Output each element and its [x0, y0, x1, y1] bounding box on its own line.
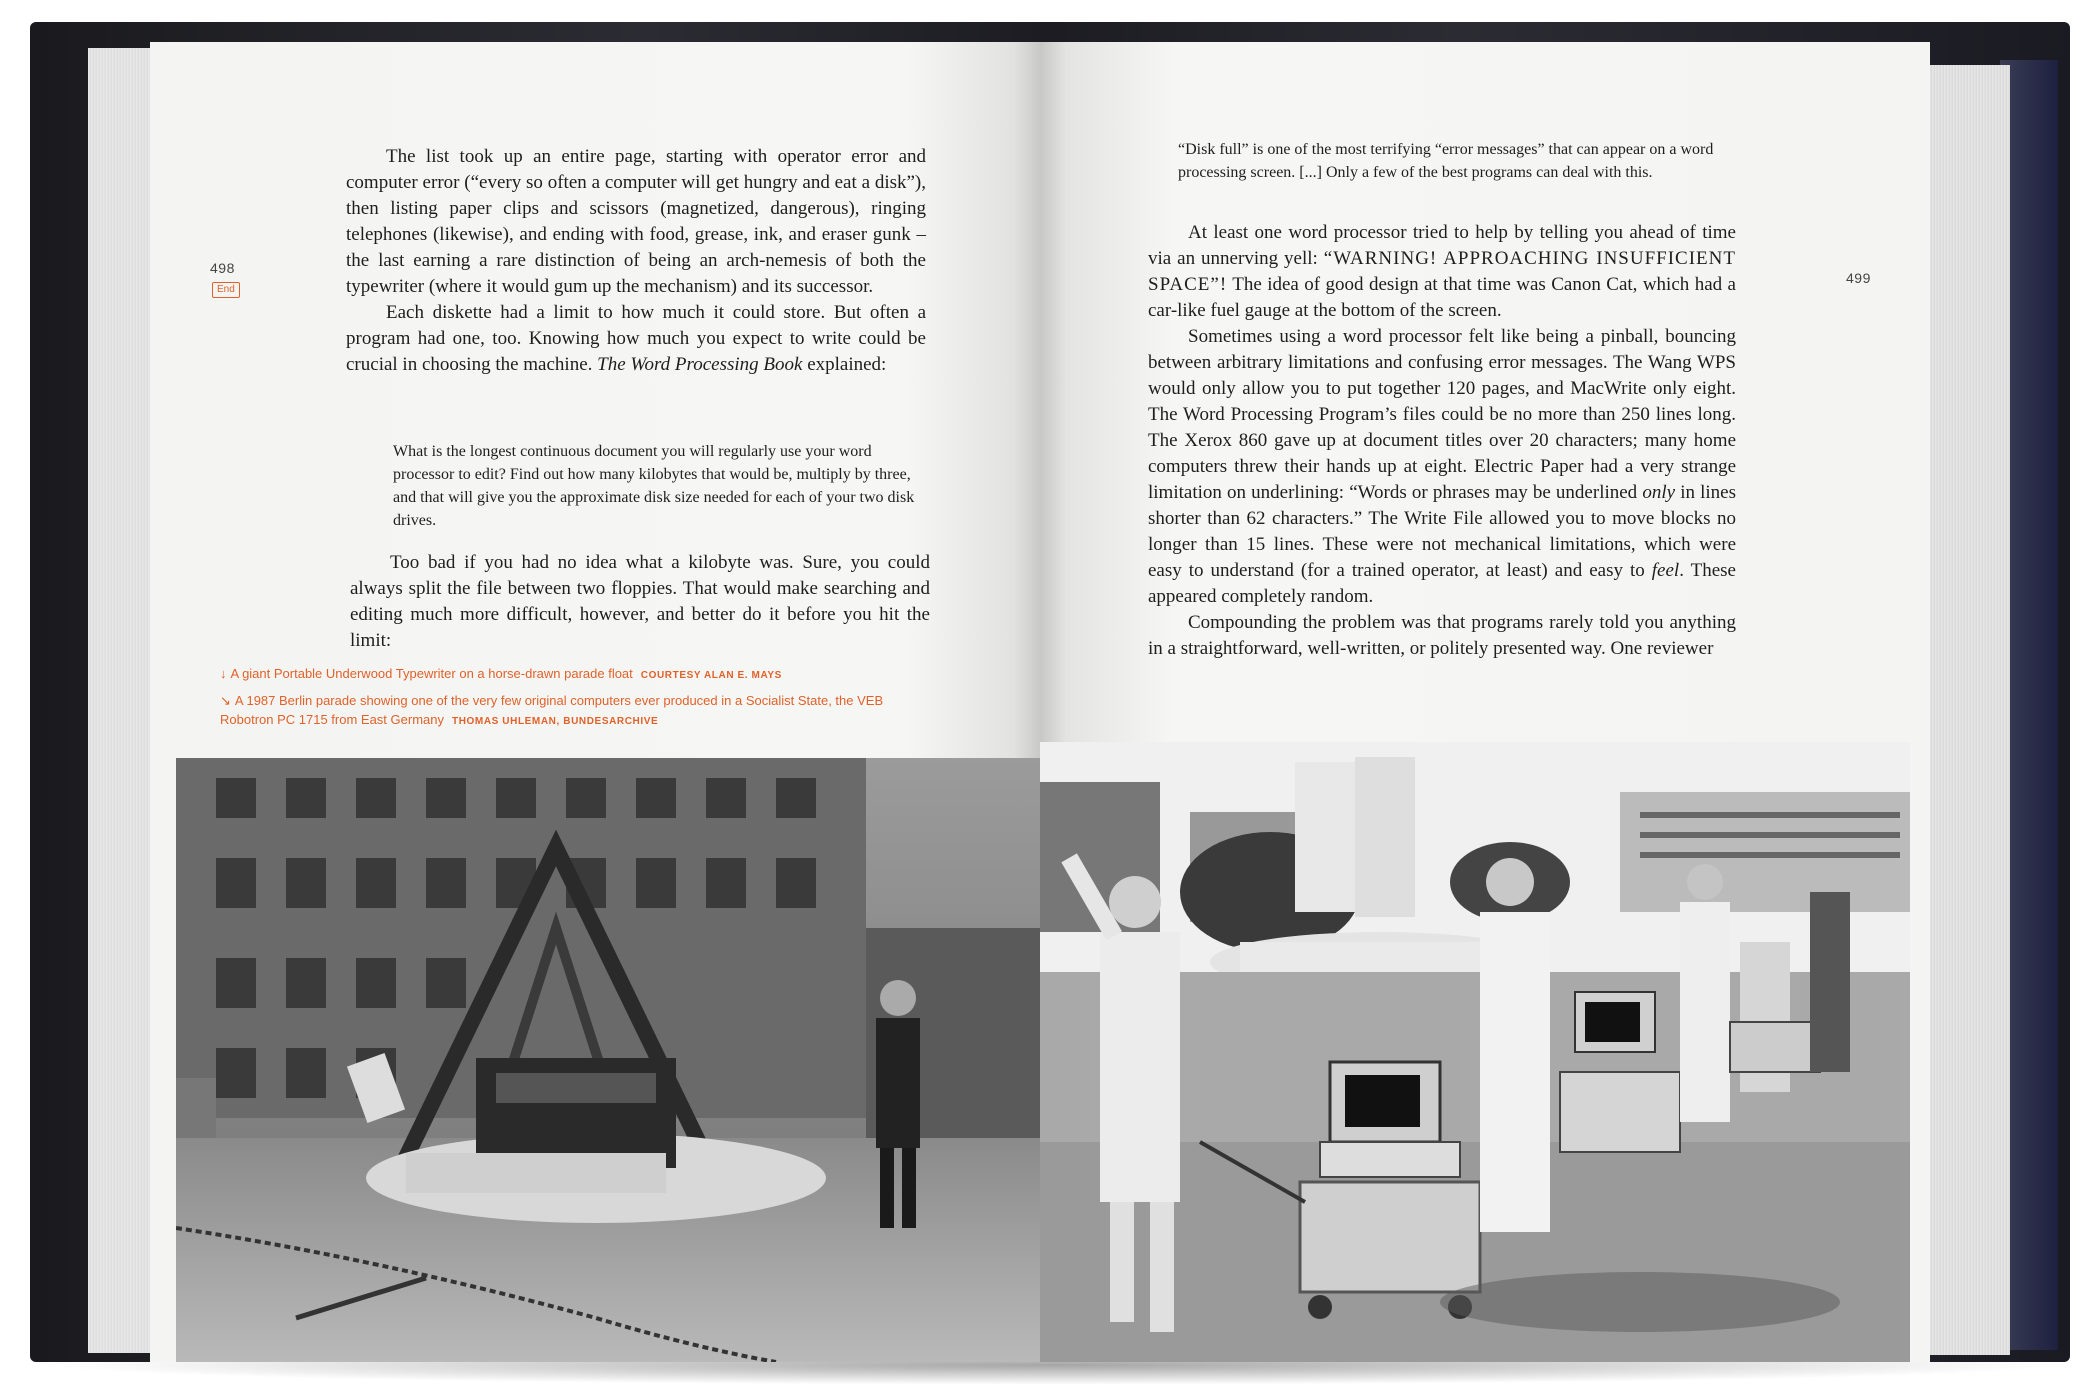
arrow-down-icon: ↓ [220, 666, 227, 681]
right-paragraph-1: At least one word processor tried to help by telling you ahead of time via an unnerving yell: “WARNING! APPROACHING INSUFFICIENT SPACE”! The idea of good design at that time was Canon Cat, which had a car-like fuel gauge at the bottom of the screen. [1148, 222, 1736, 321]
right-page-block-edge [1920, 65, 2010, 1355]
right-body-text [1148, 220, 1736, 662]
left-page-block-edge [88, 48, 158, 1353]
left-body-text [346, 144, 926, 378]
left-page [150, 42, 1040, 1362]
caption-2-credit: THOMAS UHLEMAN, BUNDESARCHIVE [452, 716, 659, 727]
arrow-down-right-icon: ↘ [220, 693, 231, 708]
left-paragraph-1: The list took up an entire page, starting with operator error and computer error (“every so often a computer will get hungry and eat a disk”), then listing paper clips and scissors (magnetized, dangerous), ringing telephones (likewise), and ending with food, grease, ink, and eraser gunk – the last earning a rare distinction of being an arch-nemesis of both the typewriter (where it would gum up the mechanism) and its successor. [346, 146, 926, 297]
left-paragraph-2: Each diskette had a limit to how much it could store. But often a program had one, too. Knowing how much you expect to write could be crucial in choosing the machine. The Word Processing Book explained: [346, 302, 926, 375]
caption-1-credit: COURTESY ALAN E. MAYS [640, 670, 782, 681]
end-tag[interactable]: End [212, 282, 240, 298]
left-block-quote: What is the longest continuous document you will regularly use your word processor to edit? Find out how many kilobytes that would be, multiply by three, and that will give you the approximate disk size needed for each of your two disk drives. [393, 443, 915, 529]
right-page [1040, 42, 1930, 1362]
caption-2: ↘ A 1987 Berlin parade showing one of the very few original computers ever produced in a Socialist State, the VEB Robotron PC 1715 from East Germany THOMAS UHLEMAN, BUNDESARCHIVE [220, 693, 884, 727]
typewriter-float-photo [176, 758, 1040, 1362]
berlin-parade-photo [1040, 742, 1910, 1362]
page-number-left: 498 [210, 260, 235, 276]
right-paragraph-2: Sometimes using a word processor felt like being a pinball, bouncing between arbitrary limitations and confusing error messages. The Wang WPS would only allow you to put together 120 pages, and MacWrite only eight. The Word Processing Program’s files could be no more than 250 lines long. The Xerox 860 gave up at document titles over 20 characters; many home computers threw their hands up at eight. Electric Paper had a very strange limitation on underlining: “Words or phrases may be underlined only in lines shorter than 62 characters.” The Write File allowed you to move blocks no longer than 15 lines. These were not mechanical limitations, which were easy to understand (for a trained operator, at least) and easy to feel. These appeared completely random. [1148, 326, 1736, 607]
left-paragraph-3-block [350, 550, 930, 654]
right-block-quote: “Disk full” is one of the most terrifying “error messages” that can appear on a word processing screen. [...] Only a few of the best programs can deal with this. [1178, 141, 1714, 181]
page-number-right: 499 [1846, 270, 1871, 286]
left-paragraph-3: Too bad if you had no idea what a kilobyte was. Sure, you could always split the file between two floppies. That would make searching and editing much more difficult, however, and better do it before you hit the limit: [350, 552, 930, 651]
caption-1: ↓ A giant Portable Underwood Typewriter on a horse-drawn parade float COURTESY ALAN E. MAYS [220, 666, 782, 681]
book-title: The Word Processing Book [597, 354, 803, 375]
right-paragraph-3: Compounding the problem was that programs rarely told you anything in a straightforward, well-written, or politely presented way. One reviewer [1148, 612, 1736, 659]
warning-message: “WARNING! APPROACHING INSUFFICIENT SPACE”! [1148, 248, 1736, 295]
photo-captions [220, 664, 920, 737]
